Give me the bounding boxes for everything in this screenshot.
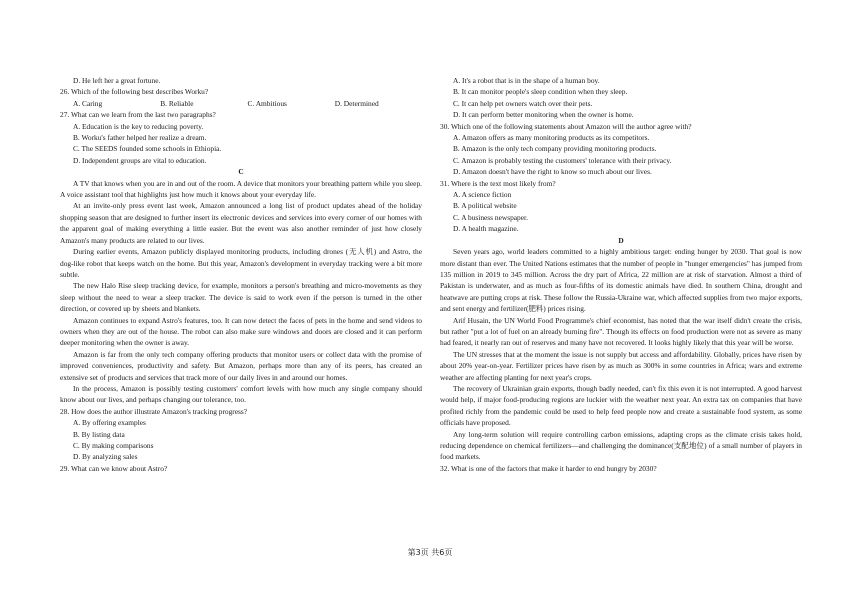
answer-option: C. Ambitious [247,98,287,108]
answer-option: D. It can perform better monitoring when the owner is home. [453,110,634,120]
answer-option: B. By listing data [73,429,125,439]
answer-option: B. A political website [453,201,517,211]
answer-option: D. A health magazine. [453,224,519,234]
answer-option: C. The SEEDS founded some schools in Ethiopia. [73,144,222,154]
question-29: 29. What can we know about Astro? [60,463,168,473]
question-30: 30. Which one of the following statements about Amazon will the author agree with? [440,121,692,131]
passage-paragraph: The UN stresses that at the moment the issue is not supply but access and affordability. Globally, prices have risen by about 20% year-on-year. Fertilizer prices have risen by as much as 300% in some countries in Africa; wars and extreme weather are affecting planting for next year's crops. [440,349,802,382]
answer-option: C. It can help pet owners watch over their pets. [453,98,593,108]
answer-option: B. It can monitor people's sleep condition when they sleep. [453,87,628,97]
answer-option: C. Amazon is probably testing the customers' tolerance with their privacy. [453,155,672,165]
answer-option: A. Education is the key to reducing poverty. [73,121,204,131]
answer-option: A. By offering examples [73,418,146,428]
left-column [60,75,422,474]
answer-option: C. By making comparisons [73,441,154,450]
passage-paragraph: The new Halo Rise sleep tracking device, for example, monitors a person's breathing and micro-movements as they sleep without the need to wear a sleep tracker. The device is said to work even if the person is turned in the other direction, or covered up by sheets and blankets. [60,281,422,314]
question-28: 28. How does the author illustrate Amazon's tracking progress? [60,406,248,416]
answer-option: A. Caring [73,98,103,108]
passage-paragraph: Amazon continues to expand Astro's features, too. It can now detect the faces of pets in the home and send videos to owners when they are out of the house. The robot can also make sure windows and doors are closed and it can perform deeper monitoring when the owner is away. [60,315,422,348]
answer-option: A. A science fiction [453,190,512,200]
question-32: 32. What is one of the factors that make it harder to end hungry by 2030? [440,463,657,473]
section-heading-d: D [618,235,624,245]
passage-paragraph: Arif Husain, the UN World Food Programme's chief economist, has noted that the war itself didn't create the crisis, but rather "put a lot of fuel on an already burning fire". Though its effects on food production were not as severe as many had feared, it nearly ran out of reserves and many have not recovered. It looks highly likely that this year will be worse. [440,315,802,348]
page-number: 第3页 共6页 [407,548,453,557]
answer-option: B. Amazon is the only tech company providing monitoring products. [453,144,657,154]
answer-option: D. Amazon doesn't have the right to know so much about our lives. [453,167,652,177]
passage-paragraph: In the process, Amazon is possibly testing customers' comfort levels with how much any single company should know about our lives, and perhaps changing our tolerance, too. [60,383,422,405]
answer-option: D. Independent groups are vital to education. [73,155,207,165]
passage-paragraph: Amazon is far from the only tech company offering products that monitor users or collect data with the promise of improved conveniences, productivity and safety. But Amazon, perhaps more than any of its peers, has created an extensive set of products and services that track more of our daily lives in and around our homes. [60,349,422,382]
answer-option: A. It's a robot that is in the shape of a human boy. [453,76,600,85]
question-27: 27. What can we learn from the last two paragraphs? [60,110,216,120]
answer-option: D. Determined [334,98,379,108]
passage-paragraph: Any long-term solution will require controlling carbon emissions, adapting crops as the climate crisis takes hold, reducing dependence on chemical fertilizers—and challenging the dominance(支配地位) of a small number of players in food markets. [440,429,802,462]
answer-option: C. A business newspaper. [453,212,528,222]
answer-option: D. He left her a great fortune. [73,76,161,85]
answer-option: D. By analyzing sales [73,452,138,462]
right-column [440,75,802,474]
question-26-options [60,98,422,109]
question-26: 26. Which of the following best describes Worku? [60,87,209,97]
passage-paragraph: A TV that knows when you are in and out of the room. A device that monitors your breathing pattern while you sleep. A voice assistant tool that highlights just how much it knows about your everyday life. [60,178,422,200]
answer-option: B. Reliable [160,98,194,108]
passage-paragraph: The recovery of Ukrainian grain exports, though badly needed, can't fix this even it is not interrupted. A good harvest would help, if major food-producing regions are luckier with the weather next year. An extra tax on companies that have profited richly from the pandemic could be used to help feed people now and create a sustainable food system, as some officials have proposed. [440,383,802,428]
question-31: 31. Where is the text most likely from? [440,178,556,188]
passage-paragraph: Seven years ago, world leaders committed to a highly ambitious target: ending hunger by 2030. That goal is now more distant than ever. The United Nations estimates that the number of people in "hunger emergencies" has jumped from 135 million in 2019 to 345 million. Across the dry part of Africa, 22 million are at risk of starvation. Almost a third of Pakistan is underwater, and as much as four-fifths of its domestic animals have died. In southern China, drought and heatwave are putting crops at risk. These follow the Russia-Ukraine war, which affected supplies from two major exports, and sent energy and fertilizer(肥料) prices rising. [440,247,802,314]
passage-paragraph: At an invite-only press event last week, Amazon announced a long list of product updates ahead of the holiday shopping season that are designed to further insert its electronic devices and services into every corner of our homes with the apparent goal of making everything a little easier. But the event was also another reminder of just how closely Amazon's many products are related to our lives. [60,201,422,245]
answer-option: A. Amazon offers as many monitoring products as its competitors. [453,133,650,143]
section-heading-c: C [238,167,244,177]
passage-paragraph: During earlier events, Amazon publicly displayed monitoring products, including drones (无人机) and Astro, the dog-like robot that keeps watch on the home. But this year, Amazon's development in everyday tracking were a bit more subtle. [60,247,422,279]
answer-option: B. Worku's father helped her realize a dream. [73,133,207,143]
